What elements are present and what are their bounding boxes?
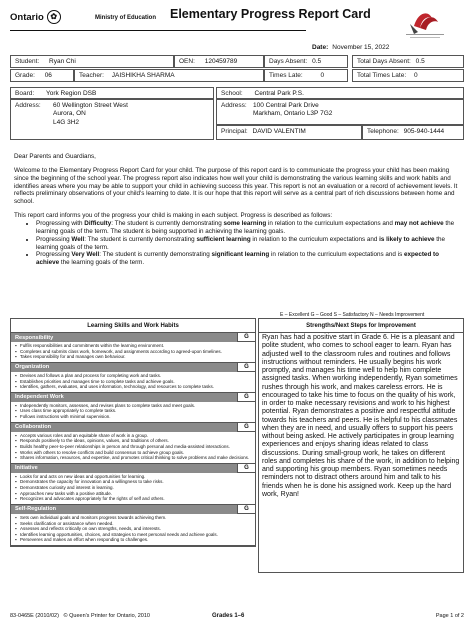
student-value: Ryan Chi bbox=[49, 58, 76, 65]
skill-grade: G bbox=[237, 423, 255, 432]
oen-value: 120459789 bbox=[204, 58, 238, 65]
grades-label: Grades 1–6 bbox=[212, 613, 245, 619]
times-late-field bbox=[264, 69, 348, 82]
skill-section bbox=[11, 393, 255, 423]
board-label: Board: bbox=[15, 90, 35, 97]
school-address-label: Address: bbox=[221, 102, 247, 109]
skill-descriptor: ▪ Shares information, resources, and expertise, and promotes critical thinking to solve problems and make decisions. bbox=[15, 455, 251, 461]
ontario-wordmark: Ontario bbox=[10, 11, 44, 23]
skill-descriptor: ▪ Builds healthy peer-to-peer relationships in person and through personal and media-assisted interactions. bbox=[15, 444, 251, 450]
progress-very-well: • Progressing Very Well: The student is currently demonstrating significant learning in relation to the curriculum expectations and is expected to achieve the learning goals of the term. bbox=[36, 251, 460, 267]
skill-name: Responsibility bbox=[15, 334, 54, 341]
days-absent-field bbox=[264, 55, 348, 68]
teacher-label: Teacher: bbox=[79, 72, 104, 79]
ontario-logo bbox=[10, 10, 61, 24]
letter-progress-intro: This report card informs you of the progress your child is making in each subject. Progress is described as follows: bbox=[14, 212, 333, 220]
skill-name: Organization bbox=[15, 364, 50, 371]
strengths-heading: Strengths/Next Steps for Improvement bbox=[259, 319, 463, 333]
telephone-field bbox=[362, 125, 464, 140]
board-address-line1: 60 Wellington Street West bbox=[53, 102, 128, 109]
board-address-line3: L4G 3H2 bbox=[53, 118, 80, 126]
school-address-line2: Markham, Ontario L3P 7G2 bbox=[253, 110, 333, 118]
days-absent-label: Days Absent: bbox=[269, 58, 308, 65]
grade-legend: E – Excellent G – Good S – Satisfactory N – Needs Improvement bbox=[280, 312, 425, 318]
strengths-box bbox=[258, 318, 464, 573]
total-times-late-label: Total Times Late: bbox=[357, 72, 407, 79]
board-logo-icon bbox=[392, 6, 452, 44]
days-absent-value: 0.5 bbox=[312, 58, 322, 65]
board-address-line2: Aurora, ON bbox=[53, 110, 86, 118]
report-title: Elementary Progress Report Card bbox=[170, 7, 371, 21]
skill-descriptor: ▪ Takes responsibility for and manages own behaviour. bbox=[15, 354, 251, 360]
skill-descriptor: ▪ Uses class time appropriately to complete tasks. bbox=[15, 408, 251, 414]
skill-section-title bbox=[11, 333, 255, 342]
times-late-value: 0 bbox=[320, 72, 325, 79]
school-address-field bbox=[216, 99, 464, 125]
student-label: Student: bbox=[15, 58, 40, 65]
grade-field bbox=[10, 69, 74, 82]
skill-descriptors bbox=[11, 432, 255, 463]
total-times-late-value: 0 bbox=[413, 72, 418, 79]
skill-descriptors bbox=[11, 342, 255, 362]
skill-grade: G bbox=[237, 464, 255, 473]
oen-label: OEN: bbox=[179, 58, 195, 65]
school-value: Central Park P.S. bbox=[254, 90, 304, 97]
board-address-field bbox=[10, 99, 214, 140]
board-field bbox=[10, 87, 214, 99]
skill-descriptor: ▪ Demonstrates the capacity for innovation and a willingness to take risks. bbox=[15, 479, 251, 485]
skill-section bbox=[11, 464, 255, 505]
total-days-absent-field bbox=[352, 55, 464, 68]
learning-skills-table bbox=[10, 318, 256, 547]
skill-name: Collaboration bbox=[15, 424, 52, 431]
total-days-absent-value: 0.5 bbox=[415, 58, 425, 65]
skill-descriptor: ▪ Responds positively to the ideas, opinions, values, and traditions of others. bbox=[15, 438, 251, 444]
grade-label: Grade: bbox=[15, 72, 35, 79]
skill-grade: G bbox=[237, 363, 255, 372]
skill-section bbox=[11, 505, 255, 546]
grade-value: 06 bbox=[44, 72, 52, 79]
skill-descriptor: ▪ Assesses and reflects critically on own strengths, needs, and interests. bbox=[15, 526, 251, 532]
copyright: © Queen's Printer for Ontario, 2010 bbox=[63, 613, 150, 619]
school-field bbox=[216, 87, 464, 99]
form-code: 83-0465E (2010/02) bbox=[10, 613, 59, 619]
board-address-label: Address: bbox=[15, 102, 41, 109]
skill-grade: G bbox=[237, 505, 255, 514]
skill-descriptors bbox=[11, 514, 255, 545]
school-label: School: bbox=[221, 90, 243, 97]
skill-name: Independent Work bbox=[15, 394, 64, 401]
header-rule bbox=[10, 30, 306, 31]
skill-section-title bbox=[11, 363, 255, 372]
letter-greeting: Dear Parents and Guardians, bbox=[14, 153, 96, 160]
letter-intro: Welcome to the Elementary Progress Report Card for your child. The purpose of this report card is to communicate the progress your child has been making since the beginning of the school year. The progress report also indicates how well your child is demonstrating the various learning skills and work habits and identifies areas where you may be able to support your child in achieving success this year. This report is not an evaluation or a record of achievement levels. It reflects preliminary observations of your child's learning to date. It is our hope that this report will serve as a central part of rich discussions between home and school. bbox=[14, 166, 458, 206]
skill-section bbox=[11, 333, 255, 363]
skill-descriptor: ▪ Seeks clarification or assistance when needed. bbox=[15, 521, 251, 527]
skill-grade: G bbox=[237, 393, 255, 402]
oen-field bbox=[174, 55, 264, 68]
total-times-late-field bbox=[352, 69, 464, 82]
report-date bbox=[312, 44, 389, 51]
skill-descriptor: ▪ Recognizes and advocates appropriately for the rights of self and others. bbox=[15, 496, 251, 502]
date-label: Date: bbox=[312, 44, 329, 51]
footer-left bbox=[10, 613, 150, 619]
skill-descriptor: ▪ Works with others to resolve conflicts and build consensus to achieve group goals. bbox=[15, 450, 251, 456]
skill-section-title bbox=[11, 393, 255, 402]
skill-name: Self-Regulation bbox=[15, 506, 57, 513]
principal-label: Principal: bbox=[221, 128, 248, 135]
skill-descriptor: ▪ Follows instructions with minimal supervision. bbox=[15, 414, 251, 420]
skill-descriptor: ▪ Completes and submits class work, homework, and assignments according to agreed-upon timelines. bbox=[15, 349, 251, 355]
skill-descriptor: ▪ Looks for and acts on new ideas and opportunities for learning. bbox=[15, 474, 251, 480]
telephone-value: 905-940-1444 bbox=[403, 128, 445, 135]
total-days-absent-label: Total Days Absent: bbox=[357, 58, 411, 65]
times-late-label: Times Late: bbox=[269, 72, 303, 79]
skill-descriptor: ▪ Fulfils responsibilities and commitments within the learning environment. bbox=[15, 343, 251, 349]
board-value: York Region DSB bbox=[45, 90, 97, 97]
teacher-field bbox=[74, 69, 264, 82]
skill-descriptor: ▪ Demonstrates curiosity and interest in learning. bbox=[15, 485, 251, 491]
progress-definitions bbox=[36, 220, 460, 267]
parent-letter bbox=[14, 153, 460, 267]
skill-descriptor: ▪ Independently monitors, assesses, and revises plans to complete tasks and meet goals. bbox=[15, 403, 251, 409]
skill-grade: G bbox=[237, 333, 255, 342]
skill-descriptor: ▪ Identifies learning opportunities, choices, and strategies to meet personal needs and achieve goals. bbox=[15, 532, 251, 538]
skill-section bbox=[11, 363, 255, 393]
skill-section-title bbox=[11, 505, 255, 514]
ministry-name: Ministry of Education bbox=[95, 15, 157, 21]
page-number: Page 1 of 2 bbox=[435, 613, 464, 619]
teacher-value: JAISHIKHA SHARMA bbox=[111, 72, 175, 79]
skill-descriptor: ▪ Accepts various roles and an equitable share of work in a group. bbox=[15, 433, 251, 439]
principal-value: DAVID VALENTIM bbox=[252, 128, 306, 135]
learning-skills-heading: Learning Skills and Work Habits bbox=[11, 319, 255, 333]
skill-descriptor: ▪ Sets own individual goals and monitors progress towards achieving them. bbox=[15, 515, 251, 521]
skill-section bbox=[11, 423, 255, 464]
school-address-line1: 100 Central Park Drive bbox=[253, 102, 319, 109]
skill-descriptors bbox=[11, 402, 255, 422]
progress-difficulty: • Progressing with Difficulty: The student is currently demonstrating some learning in relation to the curriculum expectations and may not achieve the learning goals of the term. The student is being supported in achieving the learning goals. bbox=[36, 220, 460, 236]
skill-descriptors bbox=[11, 473, 255, 504]
skill-descriptor: ▪ Perseveres and makes an effort when responding to challenges. bbox=[15, 537, 251, 543]
strengths-comment: Ryan has had a positive start in Grade 6. He is a pleasant and polite student, who comes to school eager to learn. Ryan has adjusted well to the classroom rules and routines and follows instructions without reminders. He usually begins his work promptly, and manages his time well to help him complete assigned tasks. When working independently, Ryan sometimes rushes through his work, and makes careless errors. He is encouraged to take his time to focus on the quality of his work, in order to make necessary revisions and work to his highest potential. Ryan demonstrates a positive and respectful attitude towards his teachers and peers. He is helpful to his classmates when they are in need, and usually offers to support his peers without being asked. He actively participates in group learning experiences and enjoys sharing ideas related to class discussions. During small-group work, he takes on different roles and completes his share of the work, in addition to helping and supporting his group members. Ryan sometimes needs reminders not to distract others around him and talk to his friends when he is done his assigned work. Keep up the hard work, Ryan! bbox=[262, 334, 460, 498]
progress-well: • Progressing Well: The student is currently demonstrating sufficient learning in relation to the curriculum expectations and is likely to achieve the learning goals of the term. bbox=[36, 236, 460, 252]
student-field bbox=[10, 55, 174, 68]
skill-descriptor: ▪ Identifies, gathers, evaluates, and uses information, technology, and resources to complete tasks. bbox=[15, 384, 251, 390]
skill-descriptor: ▪ Devises and follows a plan and process for completing work and tasks. bbox=[15, 373, 251, 379]
skill-name: Initiative bbox=[15, 465, 38, 472]
skill-section-title bbox=[11, 464, 255, 473]
trillium-icon: ✿ bbox=[47, 10, 61, 24]
skill-descriptor: ▪ Establishes priorities and manages time to complete tasks and achieve goals. bbox=[15, 379, 251, 385]
skill-descriptor: ▪ Approaches new tasks with a positive attitude. bbox=[15, 491, 251, 497]
principal-field bbox=[216, 125, 362, 140]
telephone-label: Telephone: bbox=[367, 128, 399, 135]
skill-section-title bbox=[11, 423, 255, 432]
skill-descriptors bbox=[11, 372, 255, 392]
date-value: November 15, 2022 bbox=[332, 44, 390, 51]
